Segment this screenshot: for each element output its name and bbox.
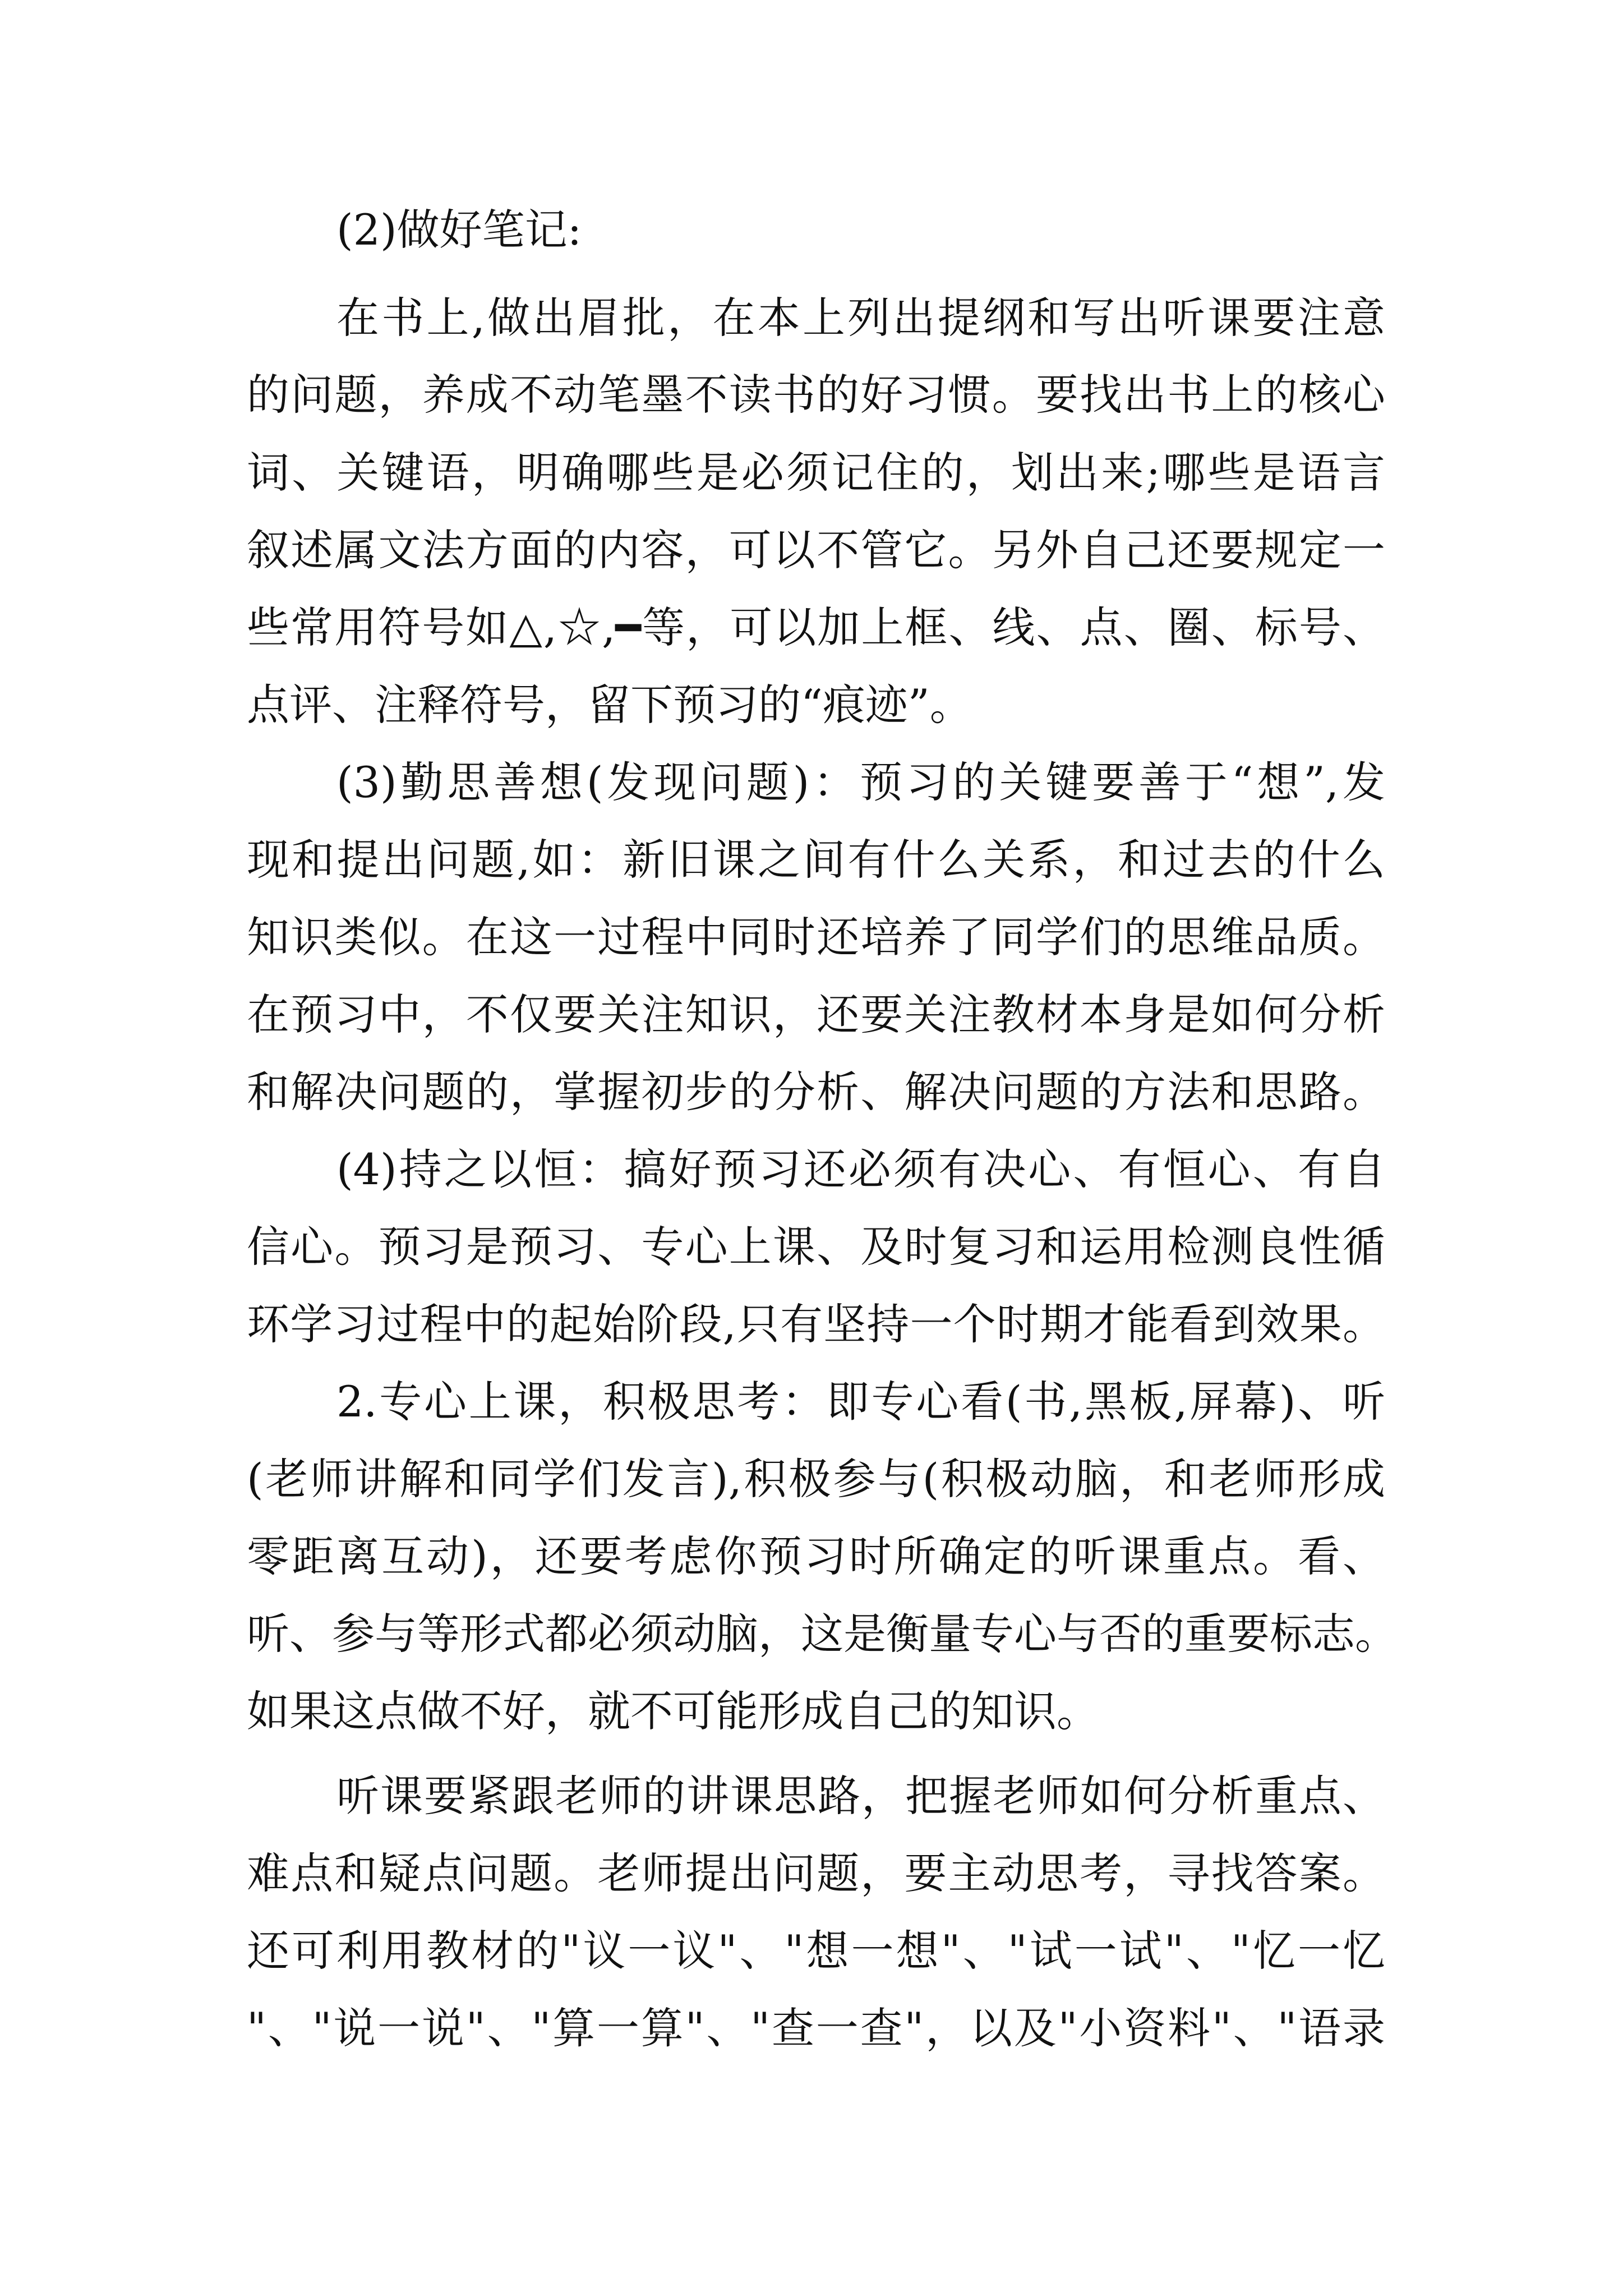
text-line: 些常用符号如△,☆,━等，可以加上框、线、点、圈、标号、 <box>247 602 1385 652</box>
text-line: 和解决问题的，掌握初步的分析、解决问题的方法和思路。 <box>247 1067 1385 1117</box>
text-line: 在书上,做出眉批，在本上列出提纲和写出听课要注意 <box>336 293 1385 343</box>
text-line: (3)勤思善想(发现问题)：预习的关键要善于“想”,发 <box>336 757 1385 807</box>
text-line: 点评、注释符号，留下预习的“痕迹”。 <box>247 680 972 730</box>
text-line: 2.专心上课，积极思考：即专心看(书,黑板,屏幕)、听 <box>336 1377 1385 1427</box>
text-line: 词、关键语，明确哪些是必须记住的，划出来;哪些是语言 <box>247 448 1385 498</box>
text-line: 如果这点做不好，就不可能形成自己的知识。 <box>247 1686 1099 1736</box>
text-line: 难点和疑点问题。老师提出问题，要主动思考，寻找答案。 <box>247 1848 1385 1898</box>
text-line: 的问题，养成不动笔墨不读书的好习惯。要找出书上的核心 <box>247 370 1385 420</box>
text-line: 听、参与等形式都必须动脑，这是衡量专心与否的重要标志。 <box>247 1609 1398 1659</box>
text-line: 零距离互动)，还要考虑你预习时所确定的听课重点。看、 <box>247 1531 1385 1581</box>
text-line: (老师讲解和同学们发言),积极参与(积极动脑，和老师形成 <box>247 1454 1385 1504</box>
text-line: (2)做好笔记: <box>336 205 582 255</box>
text-line: 现和提出问题,如：新旧课之间有什么关系，和过去的什么 <box>247 835 1385 885</box>
text-line: "、"说一说"、"算一算"、"查一查"，以及"小资料"、"语录 <box>247 2003 1385 2053</box>
text-line: 还可利用教材的"议一议"、"想一想"、"试一试"、"忆一忆 <box>247 1926 1385 1976</box>
text-line: (4)持之以恒：搞好预习还必须有决心、有恒心、有自 <box>336 1144 1385 1194</box>
text-line: 环学习过程中的起始阶段,只有坚持一个时期才能看到效果。 <box>247 1299 1385 1349</box>
text-line: 叙述属文法方面的内容，可以不管它。另外自己还要规定一 <box>247 525 1385 575</box>
text-line: 知识类似。在这一过程中同时还培养了同学们的思维品质。 <box>247 912 1385 962</box>
text-line: 听课要紧跟老师的讲课思路，把握老师如何分析重点、 <box>336 1771 1385 1821</box>
text-line: 信心。预习是预习、专心上课、及时复习和运用检测良性循 <box>247 1222 1385 1272</box>
text-line: 在预习中，不仅要关注知识，还要关注教材本身是如何分析 <box>247 990 1385 1039</box>
